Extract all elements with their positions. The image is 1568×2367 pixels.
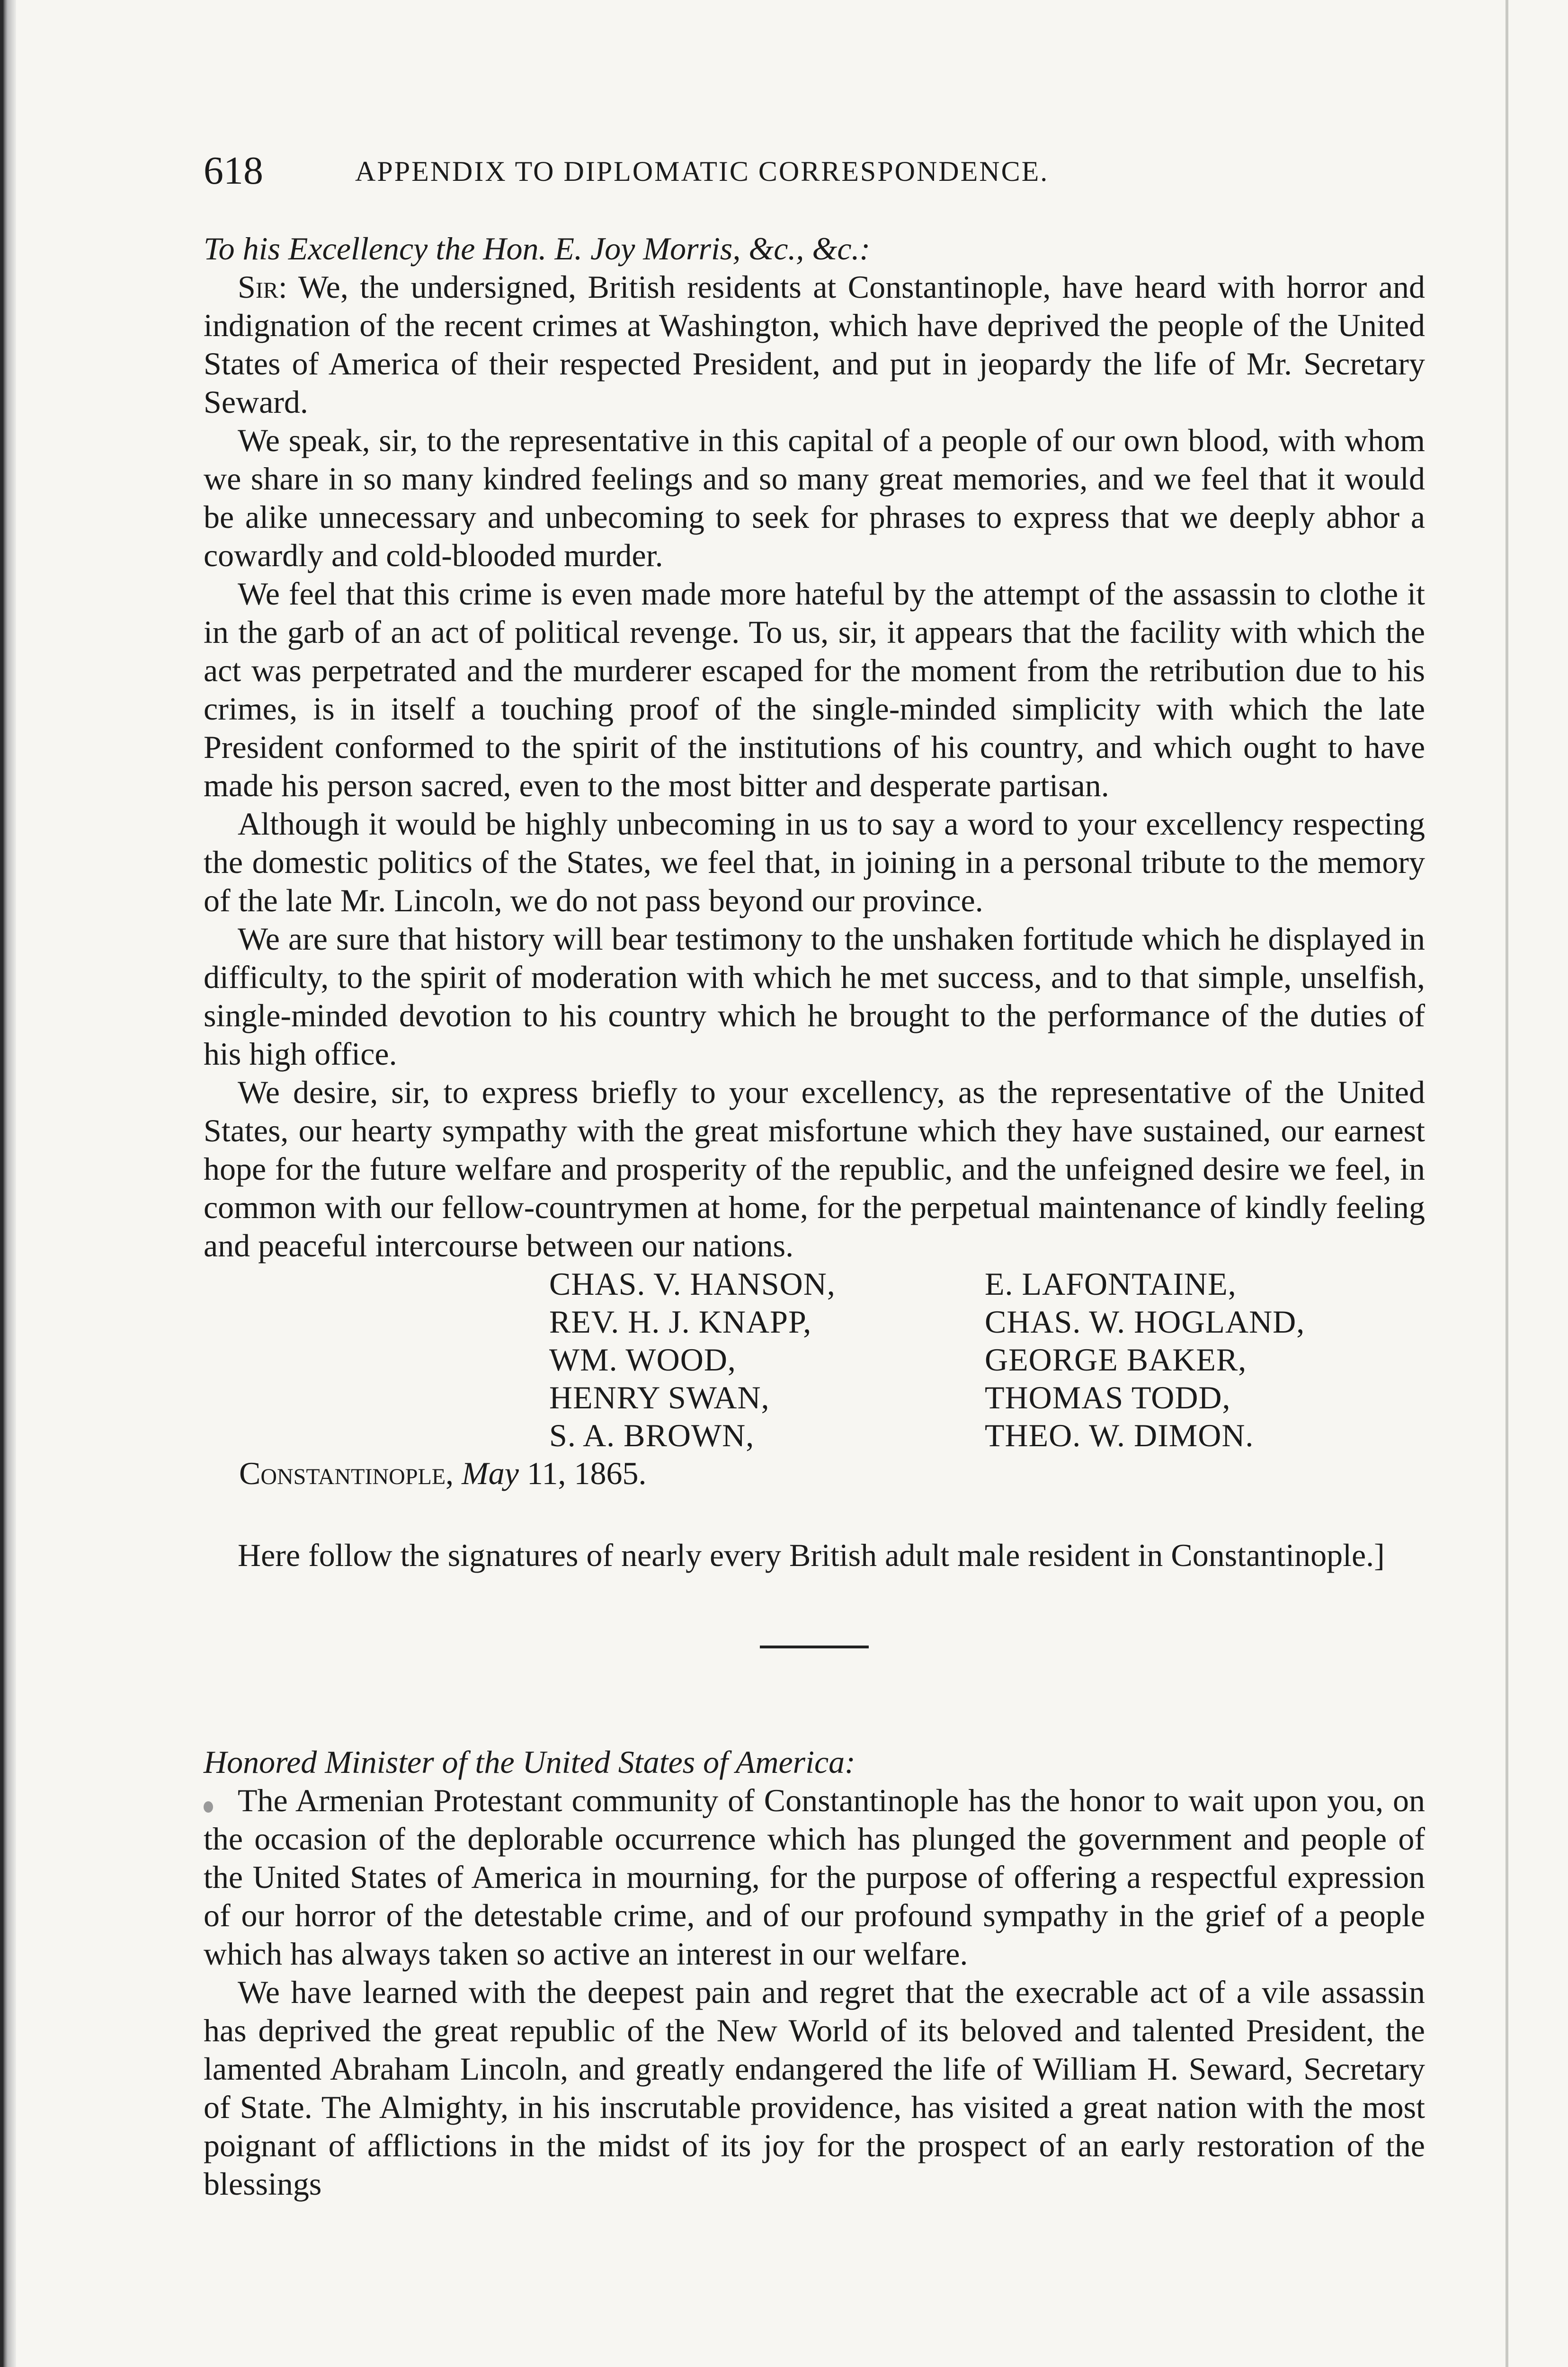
- dateline-rest: 11, 1865.: [526, 1455, 647, 1491]
- page-header: [204, 148, 1425, 200]
- letter2-paragraph: The Armenian Protestant community of Constantinople has the honor to wait upon you, on the occasion of the deplorable occurrence which has plunged the government and people of the United States of America in mourning, for the purpose of offering a respectful expression of our horror of the detestable crime, and of our profound sympathy in the grief of a people which has always taken so active an interest in our welfare.: [204, 1782, 1425, 1972]
- page-scan-right-edge: [1506, 0, 1508, 2367]
- signatory: THOMAS TODD,: [985, 1379, 1231, 1415]
- signatory: CHAS. W. HOGLAND,: [985, 1304, 1305, 1340]
- signatory: E. LAFONTAINE,: [985, 1266, 1237, 1302]
- section-divider: [760, 1646, 869, 1648]
- signatory: S. A. BROWN,: [549, 1417, 755, 1453]
- letter1-opening: Sir:: [238, 269, 287, 305]
- dateline-month: May: [462, 1455, 519, 1491]
- signatory: THEO. W. DIMON.: [985, 1417, 1254, 1453]
- dateline: [239, 1454, 1425, 1493]
- letter1-paragraph: Although it would be highly unbecoming in us to say a word to your excellency respecting the domestic politics of the States, we feel that, in joining in a personal tribute to the memory of the late Mr. Lincoln, we do not pass beyond our province.: [204, 806, 1425, 918]
- letter2-paragraph: We have learned with the deepest pain and regret that the execrable act of a vile assassin has deprived the great republic of the New World of its beloved and talented President, the lamented Abraham Lincoln, and greatly endangered the life of William H. Seward, Secretary of State. The Almighty, in his inscrutable providence, has visited a great nation with the most poignant of afflictions in the midst of its joy for the prospect of an early restoration of the blessings: [204, 1974, 1425, 2202]
- letter1-paragraph: [204, 268, 1425, 421]
- page-number: 618: [204, 149, 263, 193]
- signatures-note: Here follow the signatures of nearly every British adult male resident in Constantinople.]: [238, 1537, 1385, 1573]
- letter2-salutation: Honored Minister of the United States of America:: [204, 1744, 855, 1780]
- signatory: WM. WOOD,: [549, 1342, 736, 1378]
- signatory: HENRY SWAN,: [549, 1379, 770, 1415]
- signatory: CHAS. V. HANSON,: [549, 1266, 836, 1302]
- letter1-paragraph: We desire, sir, to express briefly to your excellency, as the representative of the United States, our hearty sympathy with the great misfortune which they have sustained, our earnest hope for the future welfare and prosperity of the republic, and the unfeigned desire we feel, in common with our fellow-countrymen at home, for the perpetual maintenance of kindly feeling and peaceful intercourse between our nations.: [204, 1074, 1425, 1264]
- letter1-salutation: To his Excellency the Hon. E. Joy Morris, &c., &c.:: [204, 231, 871, 267]
- letter1-paragraph: We are sure that history will bear testimony to the unshaken fortitude which he displayed in difficulty, to the spirit of moderation with which he met success, and to that simple, unselfish, single-minded devotion to his country which he brought to the performance of the duties of his high office.: [204, 921, 1425, 1072]
- signatory: GEORGE BAKER,: [985, 1342, 1247, 1378]
- letter1-paragraph-text: We, the undersigned, British residents at Constantinople, have heard with horror and indignation of the recent crimes at Washington, which have deprived the people of the United States of America of their respected President, and put in jeopardy the life of Mr. Secretary Seward.: [204, 269, 1425, 420]
- letter1-paragraph: We speak, sir, to the representative in this capital of a people of our own blood, with whom we share in so many kindred feelings and so many great memories, and we feel that it would be alike unnecessary and unbecoming to seek for phrases to express that we deeply abhor a cowardly and cold-blooded murder.: [204, 422, 1425, 573]
- signatories-list: [549, 1265, 1425, 1454]
- signatory: REV. H. J. KNAPP,: [549, 1304, 812, 1340]
- page-scan-left-edge: [0, 0, 16, 2367]
- running-head: APPENDIX TO DIPLOMATIC CORRESPONDENCE.: [355, 156, 1049, 187]
- letter1-paragraph: We feel that this crime is even made more hateful by the attempt of the assassin to clothe it in the garb of an act of political revenge. To us, sir, it appears that the facility with which the act was perpetrated and the murderer escaped for the moment from the retribution due to his crimes, is in itself a touching proof of the single-minded simplicity with which the late President conformed to the spirit of the institutions of his country, and which ought to have made his person sacred, even to the most bitter and desperate partisan.: [204, 576, 1425, 803]
- dateline-place: Constantinople,: [239, 1455, 454, 1491]
- page-body: [204, 230, 1425, 2203]
